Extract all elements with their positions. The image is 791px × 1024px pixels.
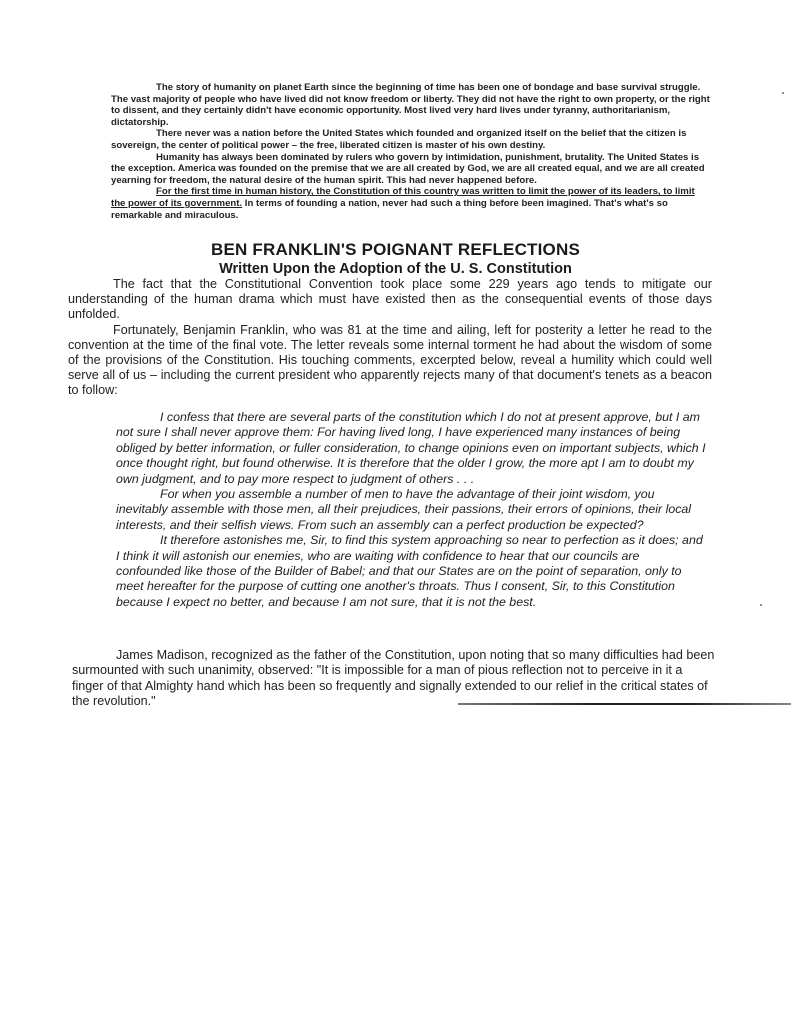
article-body <box>68 277 712 399</box>
quote-paragraph: It therefore astonishes me, Sir, to find this system approaching so near to perfection as it does; and I think it will astonish our enemies, who are waiting with confidence to hear that our councils are confounded like those of the Builder of Babel; and that our States are on the point of separation, only to meet hereafter for the purpose of cutting one another's throats. Thus I consent, Sir, to this Constitution because I expect no better, and because I am not sure, that it is not the best. <box>116 533 703 609</box>
intro-section <box>111 82 711 221</box>
intro-paragraph: There never was a nation before the United States which founded and organized itself on the belief that the citizen is sovereign, the center of political power – the free, liberated citizen is master of his own destiny. <box>111 128 687 151</box>
intro-paragraph <box>111 186 711 221</box>
intro-paragraph-rest: In terms of founding a nation, never had such a thing before been imagined. That's what's so remarkable and miraculous. <box>111 197 668 221</box>
article-title: BEN FRANKLIN'S POIGNANT REFLECTIONS <box>211 240 580 259</box>
underlined-statement: For the first time in human history, the Constitution of this country was written to limit the power of its leaders, to limit the power of its government. <box>111 186 695 209</box>
scan-speck <box>760 604 762 606</box>
quote-paragraph: I confess that there are several parts of the constitution which I do not at present approve, but I am not sure I shall never approve them: For having lived long, I have experienced many instances of being obliged by better information, or fuller consideration, to change opinions even on important subjects, which I once thought right, but found otherwise. It is therefore that the older I grow, the more apt I am to doubt my own judgment, and to pay more respect to judgment of others . . . <box>116 410 706 486</box>
quote-paragraph: For when you assemble a number of men to have the advantage of their joint wisdom, you inevitably assemble with those men, all their prejudices, their passions, their errors of opinions, their local interests, and their selfish views. From such an assembly can a perfect production be expected? <box>116 487 692 532</box>
intro-paragraph: Humanity has always been dominated by rulers who govern by intimidation, punishment, brutality. The United States is the exception. America was founded on the premise that we are all created by God, we are all created equal, and we are all created yearning for freedom, the natural desire of the human spirit. This had never happened before. <box>111 151 705 186</box>
franklin-quote <box>116 410 706 610</box>
article-subtitle: Written Upon the Adoption of the U. S. Constitution <box>219 261 572 277</box>
scan-speck <box>782 92 784 94</box>
intro-paragraph: The story of humanity on planet Earth since the beginning of time has been one of bondage and base survival struggle. The vast majority of people who have lived did not know freedom or liberty. They did not have the right to own property, or the right to dissent, and they certainly didn't have economic opportunity. Most lived very hard lives under tyranny, authoritarianism, dictatorship. <box>111 82 710 128</box>
closing-paragraph: James Madison, recognized as the father of the Constitution, upon noting that so many difficulties had been surmounted with such unanimity, observed: "It is impossible for a man of pious reflection not to perceive in it a finger of that Almighty hand which has been so frequently and signally extended to our relief in the critical states of the revolution." <box>72 648 715 709</box>
body-paragraph: Fortunately, Benjamin Franklin, who was 81 at the time and ailing, left for posterity a letter he read to the convention at the time of the final vote. The letter reveals some internal torment he had about the wisdom of some of the provisions of the Constitution. His touching comments, excerpted below, reveal a humility which could well serve all of us – including the current president who apparently rejects many of that document's tenets as a beacon to follow: <box>68 322 712 398</box>
horizontal-rule <box>458 703 791 705</box>
madison-paragraph-section <box>72 648 716 710</box>
body-paragraph: The fact that the Constitutional Convention took place some 229 years ago tends to mitigate our understanding of the human drama which must have existed then as the consequential events of those days unfolded. <box>68 277 712 322</box>
